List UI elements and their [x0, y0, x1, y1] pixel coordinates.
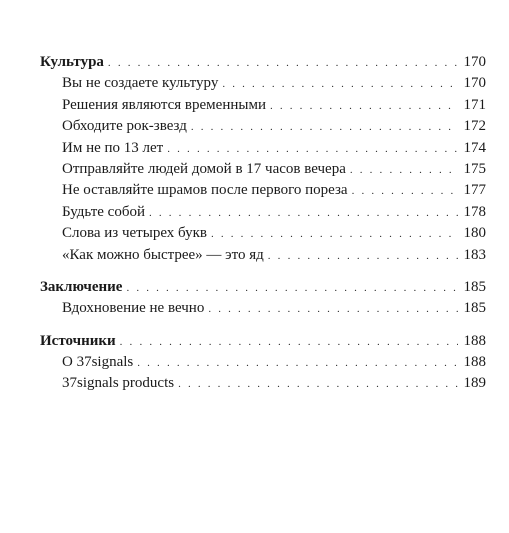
- dot-leader: [120, 332, 458, 353]
- toc-page-number: 174: [463, 139, 486, 156]
- toc-page-number: 178: [463, 203, 486, 220]
- toc-entry-title: Вдохновение не вечно: [62, 300, 205, 317]
- toc-entry-title: 37signals products: [62, 375, 175, 392]
- toc-entry-title: Вы не создаете культуру: [62, 75, 219, 92]
- toc-entry-title: Им не по 13 лет: [62, 139, 164, 156]
- toc-page-number: 180: [463, 225, 486, 242]
- toc-page-number: 172: [463, 118, 486, 135]
- toc-entry-title: Не оставляйте шрамов после первого пореза: [62, 182, 348, 199]
- toc-entry-row[interactable]: [40, 180, 486, 201]
- toc-chapter-row[interactable]: [40, 52, 486, 73]
- toc-entry-row[interactable]: [40, 138, 486, 159]
- toc-entry-title: Решения являются временными: [62, 96, 266, 113]
- toc-page-number: 188: [463, 332, 486, 349]
- toc-page-number: 185: [463, 278, 486, 295]
- dot-leader: [268, 246, 458, 267]
- toc-page-number: 171: [463, 96, 486, 113]
- dot-leader: [167, 139, 458, 160]
- toc-chapter-title: Заключение: [40, 278, 123, 295]
- toc-entry-row[interactable]: [40, 298, 486, 319]
- toc-section-conclusion: [40, 277, 486, 320]
- toc-entry-title: «Как можно быстрее» — это яд: [62, 246, 264, 263]
- toc-chapter-title: Культура: [40, 54, 104, 70]
- toc-entry-row[interactable]: [40, 202, 486, 223]
- dot-leader: [352, 181, 458, 202]
- toc-section-sources: [40, 331, 486, 395]
- dot-leader: [208, 299, 458, 320]
- toc-entry-row[interactable]: [40, 116, 486, 137]
- table-of-contents: [40, 52, 486, 406]
- toc-section-culture: [40, 52, 486, 266]
- toc-entry-row[interactable]: [40, 95, 486, 116]
- dot-leader: [126, 278, 458, 299]
- toc-entry-row[interactable]: [40, 159, 486, 180]
- toc-page-number: 188: [463, 354, 486, 371]
- toc-entry-row[interactable]: [40, 245, 486, 266]
- toc-entry-row[interactable]: [40, 223, 486, 244]
- toc-entry-row[interactable]: [40, 73, 486, 94]
- toc-page-number: 185: [463, 300, 486, 317]
- dot-leader: [149, 203, 458, 224]
- toc-page-number: 183: [463, 246, 486, 263]
- toc-page-number: 177: [463, 182, 486, 199]
- dot-leader: [222, 74, 458, 95]
- toc-entry-row[interactable]: [40, 352, 486, 373]
- toc-entry-title: Слова из четырех букв: [62, 225, 207, 242]
- dot-leader: [108, 53, 458, 74]
- toc-entry-title: О 37signals: [62, 354, 134, 371]
- toc-page-number: 189: [463, 375, 486, 392]
- dot-leader: [270, 96, 458, 117]
- toc-entry-title: Отправляйте людей домой в 17 часов вечера: [62, 160, 346, 177]
- toc-entry-row[interactable]: [40, 373, 486, 394]
- dot-leader: [350, 160, 458, 181]
- toc-entry-title: Будьте собой: [62, 203, 145, 220]
- toc-chapter-row[interactable]: [40, 277, 486, 298]
- toc-chapter-row[interactable]: [40, 331, 486, 352]
- toc-chapter-title: Источники: [40, 332, 116, 349]
- dot-leader: [191, 117, 458, 138]
- dot-leader: [178, 374, 458, 395]
- toc-entry-title: Обходите рок-звезд: [62, 118, 187, 135]
- dot-leader: [211, 224, 458, 245]
- toc-page-number: 175: [463, 160, 486, 177]
- toc-page-number: 170: [463, 75, 486, 92]
- dot-leader: [137, 353, 458, 374]
- toc-page-number: 170: [463, 54, 486, 70]
